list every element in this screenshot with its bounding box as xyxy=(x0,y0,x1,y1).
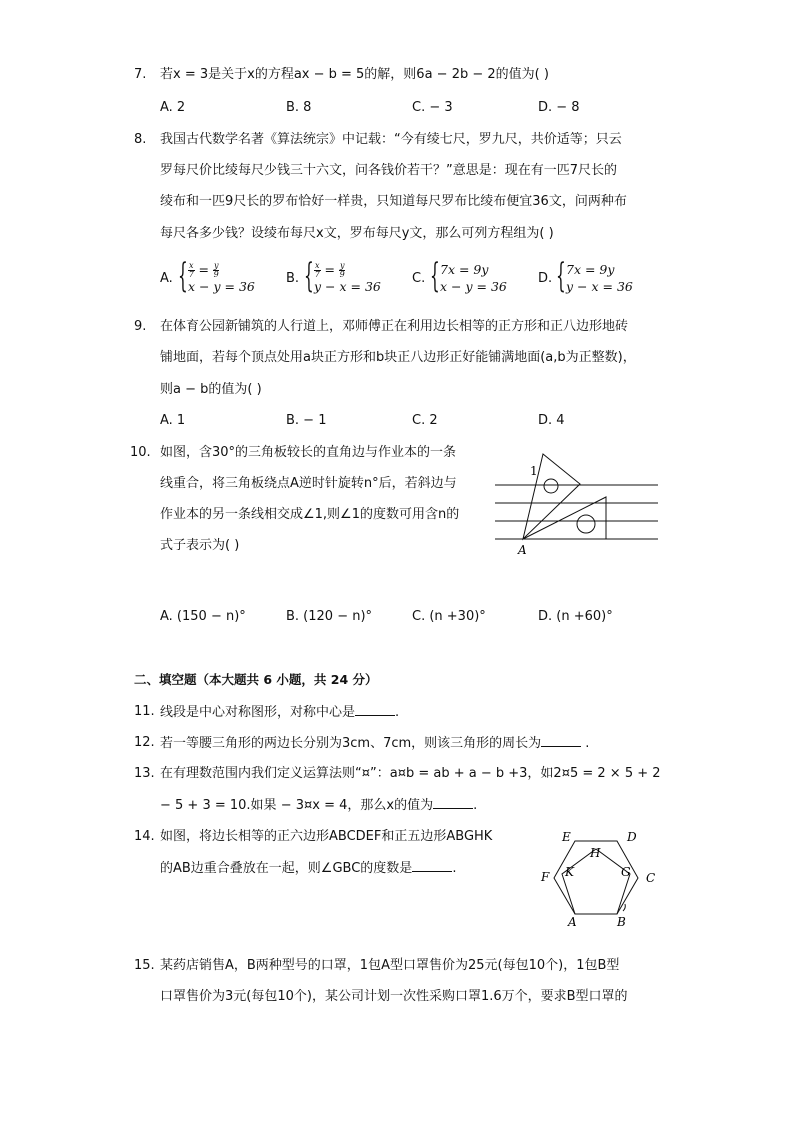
question-number: 9. xyxy=(134,319,147,334)
point-b-label: B xyxy=(617,915,626,929)
system-row-1: 7x = 9y xyxy=(440,262,489,277)
point-d-label: D xyxy=(627,830,637,844)
option-b-label: B. xyxy=(286,271,300,286)
question-line: 则a − b的值为( ) xyxy=(160,382,262,397)
point-g-label: G xyxy=(621,865,631,879)
point-e-label: E xyxy=(562,830,571,844)
brace-glyph: { xyxy=(430,256,440,296)
question-line: 若一等腰三角形的两边长分别为3cm、7cm，则该三角形的周长为 . xyxy=(160,736,590,751)
brace-glyph: { xyxy=(178,256,188,296)
answer-blank[interactable] xyxy=(412,859,452,872)
system-row-1: $\frac{x}{7}$ = $\frac{y}{9}$ xyxy=(314,261,345,279)
system-row-2: y − x = 36 xyxy=(566,279,633,294)
question-text: 若x = 3是关于x的方程ax − b = 5的解，则6a − 2b − 2的值为( ) xyxy=(160,67,549,82)
question-line: 罗每尺价比绫每尺少钱三十六文，问各钱价若干？”意思是：现在有一匹7尺长的 xyxy=(160,163,618,178)
hexagon-pentagon-figure xyxy=(535,824,665,929)
option-a: A. (150 − n)° xyxy=(160,609,246,624)
question-line: − 5 + 3 = 10.如果 − 3¤x = 4，那么x的值为 . xyxy=(160,798,478,813)
question-number: 14. xyxy=(134,829,155,844)
option-b: B. − 1 xyxy=(286,413,327,428)
question-number: 10. xyxy=(130,445,151,460)
question-line: 铺地面，若每个顶点处用a块正方形和b块正八边形正好能铺满地面(a,b为正整数)， xyxy=(160,350,636,365)
question-line: 式子表示为( ) xyxy=(160,538,240,553)
system-row-2: y − x = 36 xyxy=(314,279,381,294)
question-number: 7. xyxy=(134,67,147,82)
option-d-label: D. xyxy=(538,271,553,286)
point-k-label: K xyxy=(565,865,574,879)
question-number: 11. xyxy=(134,704,155,719)
option-d: D. (n +60)° xyxy=(538,609,613,624)
option-c: C. − 3 xyxy=(412,100,453,115)
point-c-label: C xyxy=(646,871,656,885)
question-number: 15. xyxy=(134,958,155,973)
system-row-1: 7x = 9y xyxy=(566,262,615,277)
option-a: A. 2 xyxy=(160,100,186,115)
option-c-label: C. xyxy=(412,271,426,286)
question-line: 线段是中心对称图形，对称中心是 . xyxy=(160,705,400,720)
question-number: 13. xyxy=(134,766,155,781)
question-line: 如图，含30°的三角板较长的直角边与作业本的一条 xyxy=(160,445,457,460)
answer-blank[interactable] xyxy=(541,734,581,747)
option-a-label: A. xyxy=(160,271,173,286)
system-row-2: x − y = 36 xyxy=(188,279,255,294)
system-row-2: x − y = 36 xyxy=(440,279,507,294)
answer-blank[interactable] xyxy=(355,703,395,716)
question-line: 作业本的另一条线相交成∠1,则∠1的度数可用含n的 xyxy=(160,507,460,522)
question-line: 口罩售价为3元(每包10个)，某公司计划一次性采购口罩1.6万个，要求B型口罩的 xyxy=(160,989,628,1004)
triangle-hole xyxy=(544,479,558,493)
brace-glyph: { xyxy=(304,256,314,296)
option-a: A. 1 xyxy=(160,413,186,428)
question-number: 12. xyxy=(134,735,155,750)
question-line: 每尺各多少钱？设绫布每尺x文，罗布每尺y文，那么可列方程组为( ) xyxy=(160,226,554,241)
section-heading: 二、填空题（本大题共 6 小题，共 24 分） xyxy=(134,672,378,687)
option-d: D. 4 xyxy=(538,413,565,428)
question-line: 某药店销售A，B两种型号的口罩，1包A型口罩售价为25元(每包10个)，1包B型 xyxy=(160,958,620,973)
point-a-label: A xyxy=(568,915,577,929)
question-line: 绫布和一匹9尺长的罗布恰好一样贵，只知道每尺罗布比绫布便宜36文，问两种布 xyxy=(160,194,627,209)
point-a-label: A xyxy=(518,543,527,557)
triangle-hole xyxy=(577,515,595,533)
point-h-label: H xyxy=(590,846,601,860)
question-number: 8. xyxy=(134,132,147,147)
question-line: 如图，将边长相等的正六边形ABCDEF和正五边形ABGHK xyxy=(160,829,493,844)
option-b: B. 8 xyxy=(286,100,312,115)
answer-blank[interactable] xyxy=(433,796,473,809)
question-line: 在有理数范围内我们定义运算法则“¤”：a¤b = ab + a − b +3，如2¤5 = 2 × 5 + 2 xyxy=(160,766,661,781)
question-line: 线重合，将三角板绕点A逆时针旋转n°后，若斜边与 xyxy=(160,476,457,491)
question-line: 的AB边重合叠放在一起，则∠GBC的度数是 . xyxy=(160,861,457,876)
angle-1-label: 1 xyxy=(530,464,538,478)
option-c: C. (n +30)° xyxy=(412,609,486,624)
option-b: B. (120 − n)° xyxy=(286,609,373,624)
triangle-ruler-figure xyxy=(490,440,665,560)
option-c: C. 2 xyxy=(412,413,438,428)
question-line: 我国古代数学名著《算法统宗》中记载：“今有绫七尺，罗九尺，共价适等；只云 xyxy=(160,132,622,147)
question-line: 在体育公园新铺筑的人行道上，邓师傅正在利用边长相等的正方形和正八边形地砖 xyxy=(160,319,629,334)
brace-glyph: { xyxy=(556,256,566,296)
system-row-1: $\frac{x}{7}$ = $\frac{y}{9}$ xyxy=(188,261,219,279)
option-d: D. − 8 xyxy=(538,100,580,115)
point-f-label: F xyxy=(541,870,550,884)
angle-arc xyxy=(623,904,625,911)
